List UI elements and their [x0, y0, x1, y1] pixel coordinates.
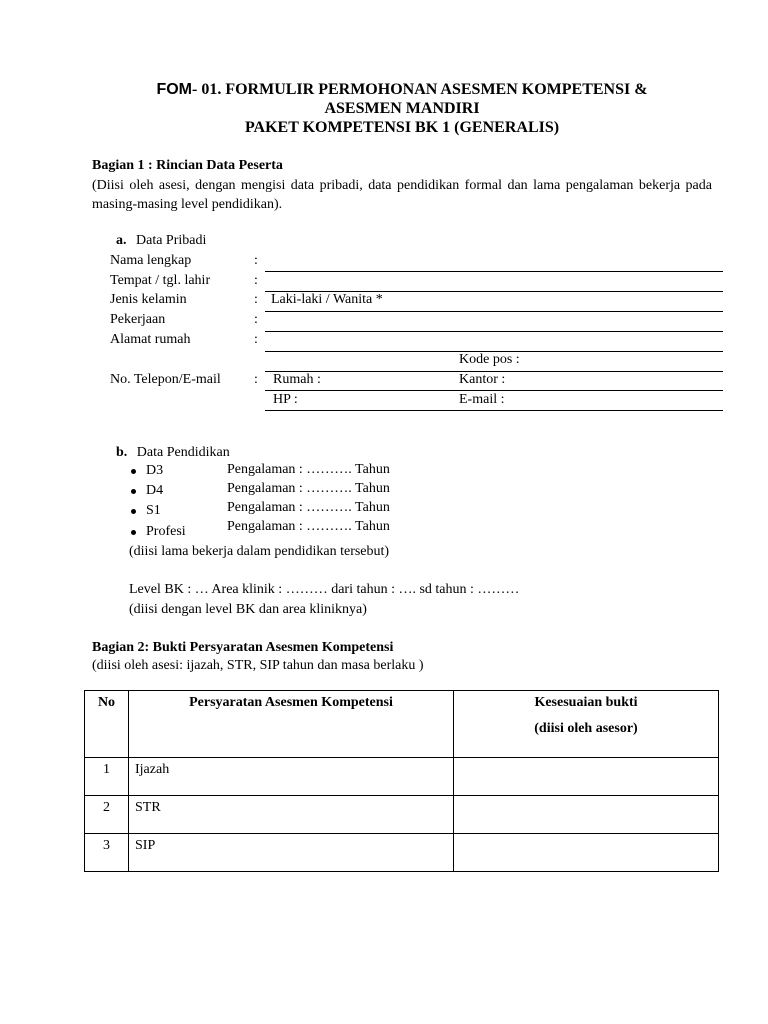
field-line-hp-email[interactable] [265, 410, 723, 411]
table-cell-kesesuaian[interactable] [454, 834, 719, 872]
title-line-2: ASESMEN MANDIRI [324, 100, 480, 117]
field-colon-tempat-lahir: : [254, 273, 258, 288]
title-line-3: PAKET KOMPETENSI BK 1 (GENERALIS) [244, 119, 560, 136]
field-value-jenis-kelamin: Laki-laki / Wanita * [271, 292, 383, 307]
bullet-icon [131, 489, 136, 494]
data-pendidikan-label: Data Pendidikan [136, 445, 230, 460]
table-header-kesesuaian [454, 691, 719, 758]
pendidikan-pengalaman-d3: Pengalaman : ………. Tahun [227, 462, 390, 477]
bullet-icon [131, 469, 136, 474]
data-pribadi-heading [116, 233, 206, 249]
email-label: E-mail : [459, 392, 505, 407]
title-line-1 [84, 80, 720, 99]
telepon-label: No. Telepon/E-mail [110, 372, 221, 387]
field-label-pekerjaan: Pekerjaan [110, 312, 166, 327]
table-cell-kesesuaian[interactable] [454, 758, 719, 796]
kantor-label: Kantor : [459, 372, 506, 387]
table-cell-no: 3 [85, 834, 129, 872]
data-pribadi-label: Data Pribadi [136, 233, 207, 248]
rumah-label: Rumah : [273, 372, 321, 387]
data-pendidikan-marker: b. [116, 445, 128, 460]
field-colon-pekerjaan: : [254, 312, 258, 327]
field-line-jenis-kelamin[interactable] [265, 311, 723, 312]
bagian1-description: (Diisi oleh asesi, dengan mengisi data pribadi, data pendidikan formal dan lama pengalaman bekerja pada masing-masing level pendidikan). [92, 178, 712, 212]
field-label-nama: Nama lengkap [110, 253, 192, 268]
title-line-1-text: - 01. FORMULIR PERMOHONAN ASESMEN KOMPETENSI & [191, 81, 648, 98]
title-fom-code: FOM [156, 81, 192, 98]
pendidikan-level-s1: S1 [146, 503, 161, 518]
table-header-row [85, 691, 719, 758]
table-header-no: No [85, 691, 129, 758]
table-cell-no: 2 [85, 796, 129, 834]
hp-label: HP : [273, 392, 298, 407]
field-line-pekerjaan[interactable] [265, 331, 723, 332]
bagian2-heading: Bagian 2: Bukti Persyaratan Asesmen Kompetensi [92, 640, 394, 655]
table-row [85, 758, 719, 796]
field-colon-nama: : [254, 253, 258, 268]
level-bk-line: Level BK : … Area klinik : ……… dari tahun : …. sd tahun : ……… [129, 582, 520, 597]
field-line-telepon[interactable] [265, 390, 723, 391]
field-colon-jenis-kelamin: : [254, 292, 258, 307]
data-pribadi-marker: a. [116, 233, 127, 248]
pendidikan-level-profesi: Profesi [146, 524, 186, 539]
table-cell-requirement: SIP [129, 834, 454, 872]
pendidikan-pengalaman-s1: Pengalaman : ………. Tahun [227, 500, 390, 515]
pendidikan-note: (diisi lama bekerja dalam pendidikan tersebut) [129, 544, 390, 559]
field-colon-alamat: : [254, 332, 258, 347]
data-pendidikan-heading [116, 445, 230, 461]
table-row [85, 834, 719, 872]
field-line-nama[interactable] [265, 271, 723, 272]
field-label-tempat-lahir: Tempat / tgl. lahir [110, 273, 211, 288]
level-bk-note: (diisi dengan level BK dan area kliniknya) [129, 602, 367, 617]
table-cell-kesesuaian[interactable] [454, 796, 719, 834]
table-header-kesesuaian-line1: Kesesuaian bukti [534, 695, 638, 710]
pendidikan-level-d4: D4 [146, 483, 164, 498]
pendidikan-pengalaman-d4: Pengalaman : ………. Tahun [227, 481, 390, 496]
bullet-icon [131, 509, 136, 514]
table-header-requirement: Persyaratan Asesmen Kompetensi [129, 691, 454, 758]
kode-pos-label: Kode pos : [459, 352, 520, 367]
pendidikan-level-d3: D3 [146, 463, 164, 478]
requirements-table [84, 690, 719, 872]
bullet-icon [131, 530, 136, 535]
field-label-jenis-kelamin: Jenis kelamin [110, 292, 187, 307]
table-cell-requirement: STR [129, 796, 454, 834]
table-row [85, 796, 719, 834]
bagian1-heading: Bagian 1 : Rincian Data Peserta [92, 158, 283, 173]
table-header-kesesuaian-line2: (diisi oleh asesor) [534, 721, 638, 736]
pendidikan-pengalaman-profesi: Pengalaman : ………. Tahun [227, 519, 390, 534]
telepon-colon: : [254, 372, 258, 387]
field-label-alamat: Alamat rumah [110, 332, 191, 347]
bagian2-description: (diisi oleh asesi: ijazah, STR, SIP tahun dan masa berlaku ) [92, 658, 424, 673]
table-cell-requirement: Ijazah [129, 758, 454, 796]
document-title [84, 80, 720, 137]
table-cell-no: 1 [85, 758, 129, 796]
